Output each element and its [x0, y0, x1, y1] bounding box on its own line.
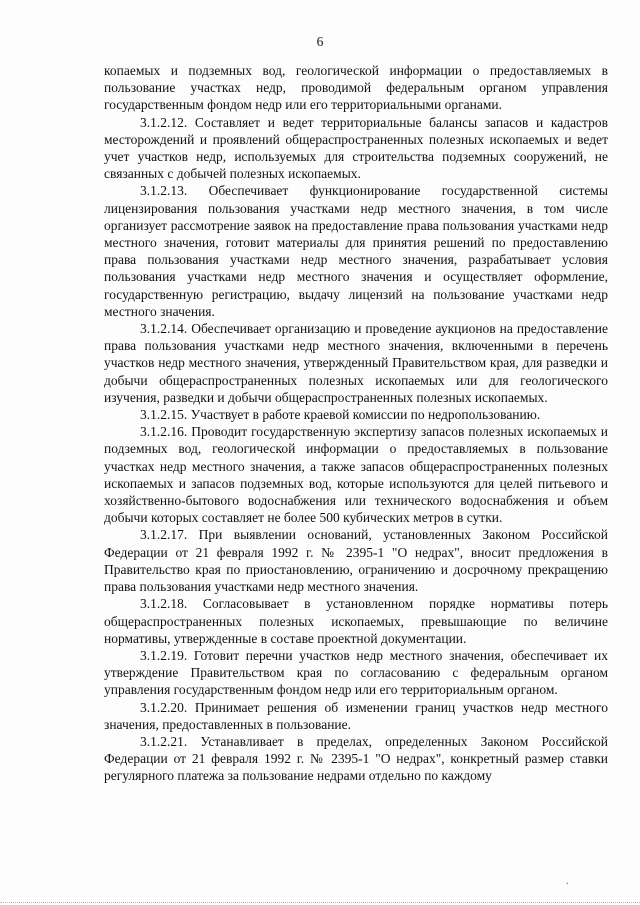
scan-edge-divider [0, 902, 640, 903]
paragraph-3-1-2-16: 3.1.2.16. Проводит государственную экспертизу запасов полезных ископаемых и подземных вод, геологической информации о предоставляемых в пользование участках недр местного значения, а также запасов общераспространенных полезных ископаемых и запасов подземных вод, которые используются для целей питьевого и хозяйственно-бытового водоснабжения или технического водоснабжения и объем добычи которых составляет не более 500 кубических метров в сутки. [104, 424, 608, 526]
paragraph-3-1-2-18: 3.1.2.18. Согласовывает в установленном порядке нормативы потерь общераспространенных полезных ископаемых, превышающие по величине нормативы, утвержденные в составе проектной документации. [104, 596, 608, 646]
paragraph-3-1-2-14: 3.1.2.14. Обеспечивает организацию и проведение аукционов на предоставление права пользования участками недр местного значения, включенными в перечень участков недр местного значения, утвержденный Правительством края, для разведки и добычи общераспространенных полезных ископаемых или для геологического изучения, разведки и добычи общераспространенных полезных ископаемых. [104, 321, 608, 405]
paragraph-3-1-2-13: 3.1.2.13. Обеспечивает функционирование государственной системы лицензирования пользования участками недр местного значения, в том числе организует рассмотрение заявок на предоставление права пользования участками недр местного значения, готовит материалы для принятия решений по предоставлению права пользования участками недр местного значения, разрабатывает условия пользования участками недр местного значения и осуществляет оформление, государственную регистрацию, выдачу лицензий на пользование участками недр местного значения. [104, 183, 608, 319]
paragraph-continuation: копаемых и подземных вод, геологической информации о предоставляемых в пользование участках недр, проводимой федеральным органом управления государственным фондом недр или его территориальными органами. [104, 63, 608, 113]
document-body [104, 62, 608, 785]
page-number: 6 [316, 34, 324, 49]
bottom-mark: . [566, 876, 569, 887]
paragraph-3-1-2-17: 3.1.2.17. При выявлении оснований, установленных Законом Российской Федерации от 21 февраля 1992 г. № 2395-1 "О недрах", вносит предложения в Правительство края по приостановлению, ограничению и досрочному прекращению права пользования участками недр местного значения. [104, 527, 608, 595]
paragraph-3-1-2-15: 3.1.2.15. Участвует в работе краевой комиссии по недропользованию. [140, 407, 541, 423]
paragraph-3-1-2-19: 3.1.2.19. Готовит перечни участков недр местного значения, обеспечивает их утверждение Правительством края по согласованию с федеральным органом управления государственным фондом недр или его территориальным органом. [104, 647, 608, 698]
paragraph-3-1-2-20: 3.1.2.20. Принимает решения об изменении границ участков недр местного значения, предоставленных в пользование. [104, 699, 608, 732]
paragraph-3-1-2-21: 3.1.2.21. Устанавливает в пределах, определенных Законом Российской Федерации от 21 февраля 1992 г. № 2395-1 "О недрах", конкретный размер ставки регулярного платежа за пользование недрами отдельно по каждому [104, 733, 608, 784]
paragraph-3-1-2-12: 3.1.2.12. Составляет и ведет территориальные балансы запасов и кадастров месторождений и проявлений общераспространенных полезных ископаемых и ведет учет участков недр, используемых для строительства подземных сооружений, не связанных с добычей полезных ископаемых. [104, 114, 608, 182]
